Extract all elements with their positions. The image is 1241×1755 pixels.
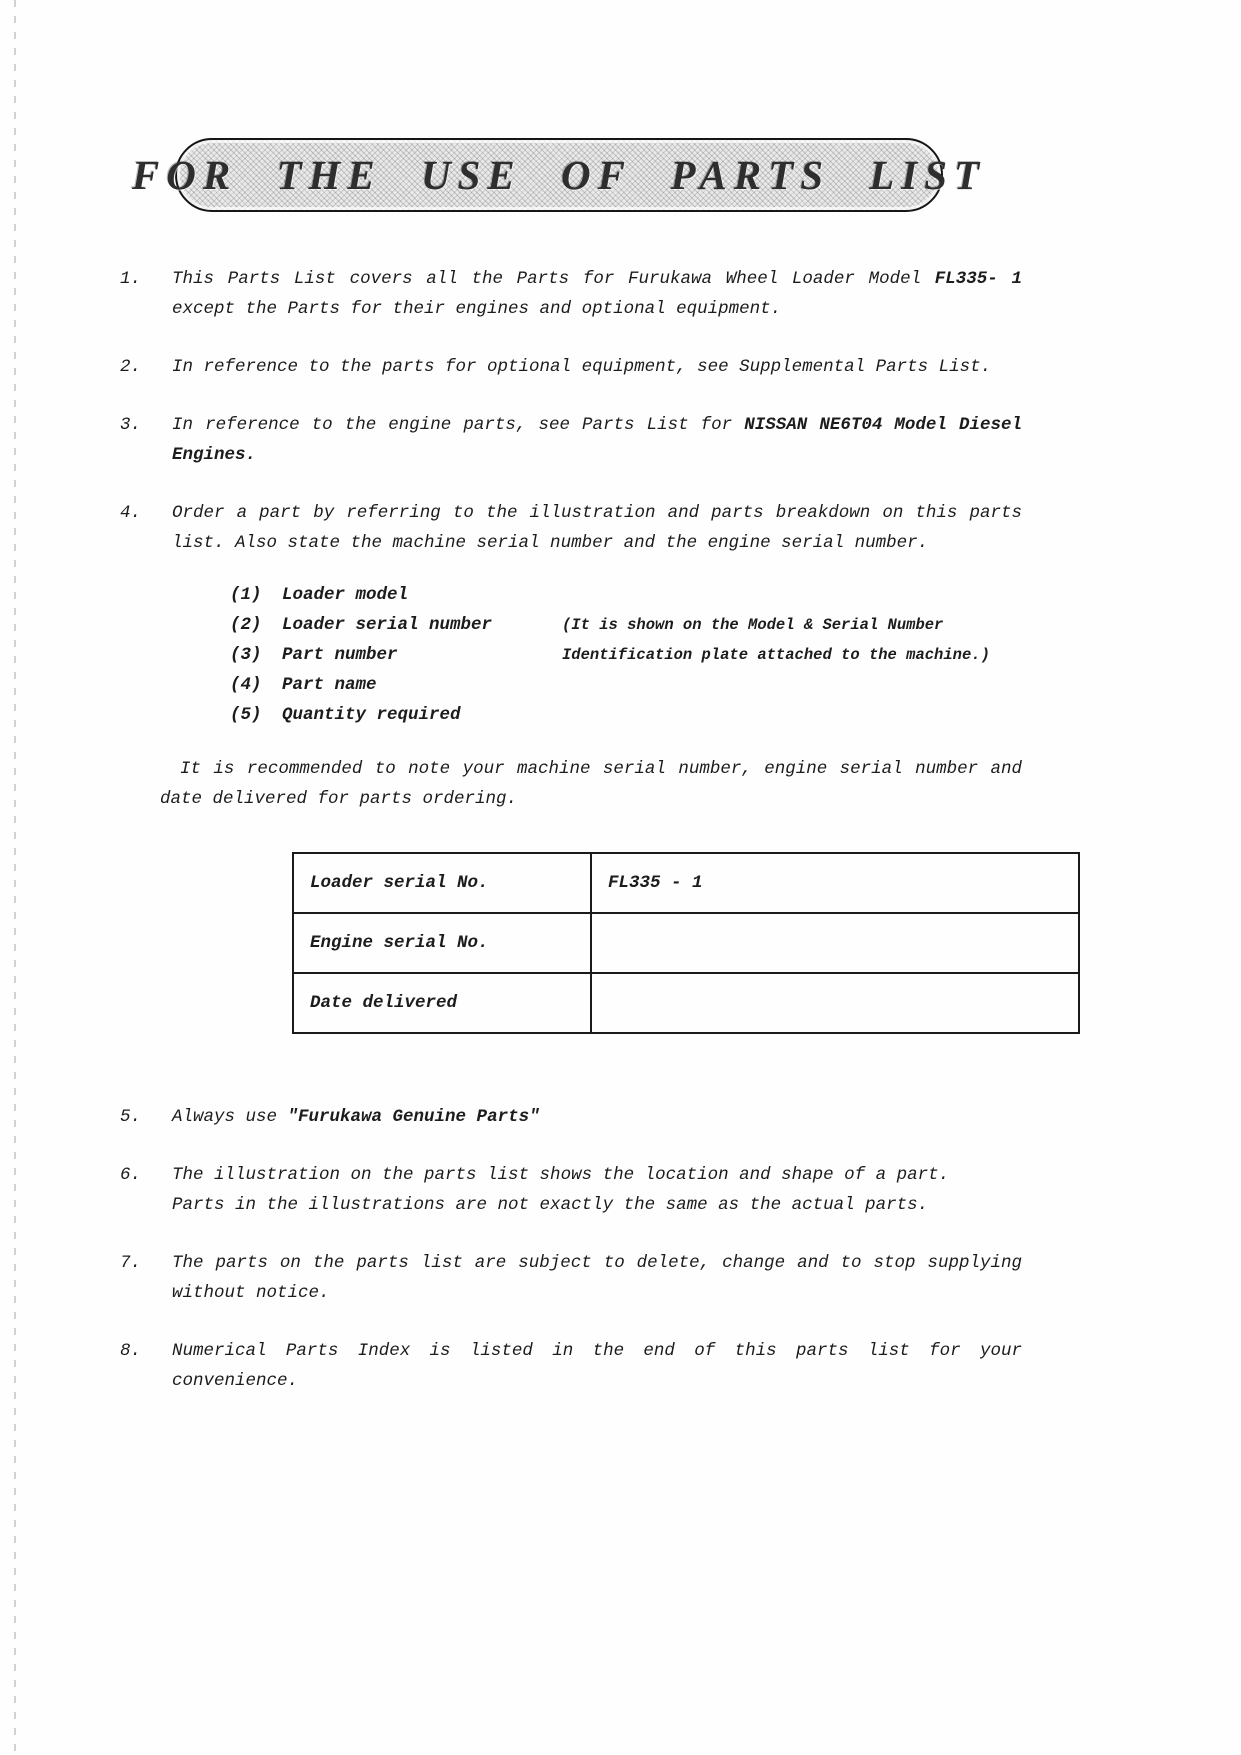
item-body: [172, 264, 1022, 324]
page-title: FOR THE USE OF PARTS LIST: [131, 152, 987, 198]
paragraph: [172, 264, 1022, 324]
item-number: 3.: [120, 415, 142, 435]
item-number: 1.: [120, 269, 142, 289]
bold-text-segment: FL335- 1: [934, 269, 1022, 289]
sublist-item-3: [230, 640, 1022, 670]
sublist-side-note: Identification plate attached to the machine.): [562, 646, 990, 664]
table-row-label: Date delivered: [293, 973, 591, 1033]
sublist-item-1: [230, 580, 1022, 610]
item-number: 7.: [120, 1253, 142, 1273]
sublist-label: (5): [230, 705, 262, 725]
sublist-label: (1): [230, 585, 262, 605]
recommendation-note: It is recommended to note your machine serial number, engine serial number and date delivered for parts ordering.: [160, 759, 1022, 809]
item-body: [172, 1102, 1022, 1132]
paragraph: The illustration on the parts list shows the location and shape of a part.: [172, 1165, 950, 1185]
item-body: [172, 1248, 1022, 1308]
list-item-7: [120, 1248, 1151, 1308]
item-number: 8.: [120, 1341, 142, 1361]
sublist-text: Loader model: [282, 585, 409, 605]
sublist-item-4: [230, 670, 1022, 700]
item-body: [172, 410, 1022, 470]
text-segment: Always use: [172, 1107, 288, 1127]
item-number: 2.: [120, 357, 142, 377]
list-item-6: [120, 1160, 1151, 1220]
item-number: 6.: [120, 1165, 142, 1185]
list-item-1: [120, 264, 1151, 324]
sublist-item-2: [230, 610, 1022, 640]
table-row-value: [591, 973, 1079, 1033]
table-row: [293, 913, 1079, 973]
sublist-text: Loader serial number: [282, 615, 493, 635]
ordering-info-sublist: [230, 580, 1022, 730]
list-item-4: [120, 498, 1151, 1074]
list-item-2: [120, 352, 1151, 382]
paragraph: [172, 410, 1022, 470]
sublist-label: (3): [230, 645, 262, 665]
paragraph: [172, 1102, 1022, 1132]
paragraph: In reference to the parts for optional equipment, see Supplemental Parts List.: [172, 357, 992, 377]
sublist-item-5: [230, 700, 1022, 730]
sublist-text: Part name: [282, 675, 377, 695]
scan-edge-artifact: [14, 0, 16, 1755]
table-row: [293, 853, 1079, 913]
paragraph: The parts on the parts list are subject to delete, change and to stop supplying without notice.: [172, 1253, 1022, 1303]
sublist-side-note: (It is shown on the Model & Serial Number: [562, 616, 944, 634]
table-row: [293, 973, 1079, 1033]
list-item-8: [120, 1336, 1151, 1396]
paragraph: Order a part by referring to the illustration and parts breakdown on this parts list. Also state the machine serial number and the engine serial number.: [172, 503, 1022, 553]
table-row-label: Loader serial No.: [293, 853, 591, 913]
table-row-label: Engine serial No.: [293, 913, 591, 973]
bold-text-segment: NISSAN NE6T04 Model Diesel Engines.: [172, 415, 1023, 465]
item-body: [172, 352, 1022, 382]
serial-number-table: [292, 852, 1080, 1034]
item-number: 5.: [120, 1107, 142, 1127]
item-body: [172, 1336, 1022, 1396]
sublist-label: (4): [230, 675, 262, 695]
sublist-text: Part number: [282, 645, 398, 665]
title-banner: [131, 138, 987, 212]
item-body: [172, 1160, 1022, 1220]
item-number: 4.: [120, 503, 142, 523]
paragraph: Parts in the illustrations are not exactly the same as the actual parts.: [172, 1195, 929, 1215]
text-segment: except the Parts for their engines and optional equipment.: [172, 299, 782, 319]
table-row-value: FL335 - 1: [591, 853, 1079, 913]
text-segment: This Parts List covers all the Parts for Furukawa Wheel Loader Model: [172, 269, 935, 289]
paragraph: Numerical Parts Index is listed in the end of this parts list for your convenience.: [172, 1341, 1022, 1391]
sublist-label: (2): [230, 615, 262, 635]
table-row-value: [591, 913, 1079, 973]
list-item-3: [120, 410, 1151, 470]
item-body: [160, 498, 1022, 1074]
bold-text-segment: "Furukawa Genuine Parts": [287, 1107, 540, 1127]
text-segment: In reference to the engine parts, see Parts List for: [172, 415, 745, 435]
sublist-text: Quantity required: [282, 705, 461, 725]
list-item-5: [120, 1102, 1151, 1132]
